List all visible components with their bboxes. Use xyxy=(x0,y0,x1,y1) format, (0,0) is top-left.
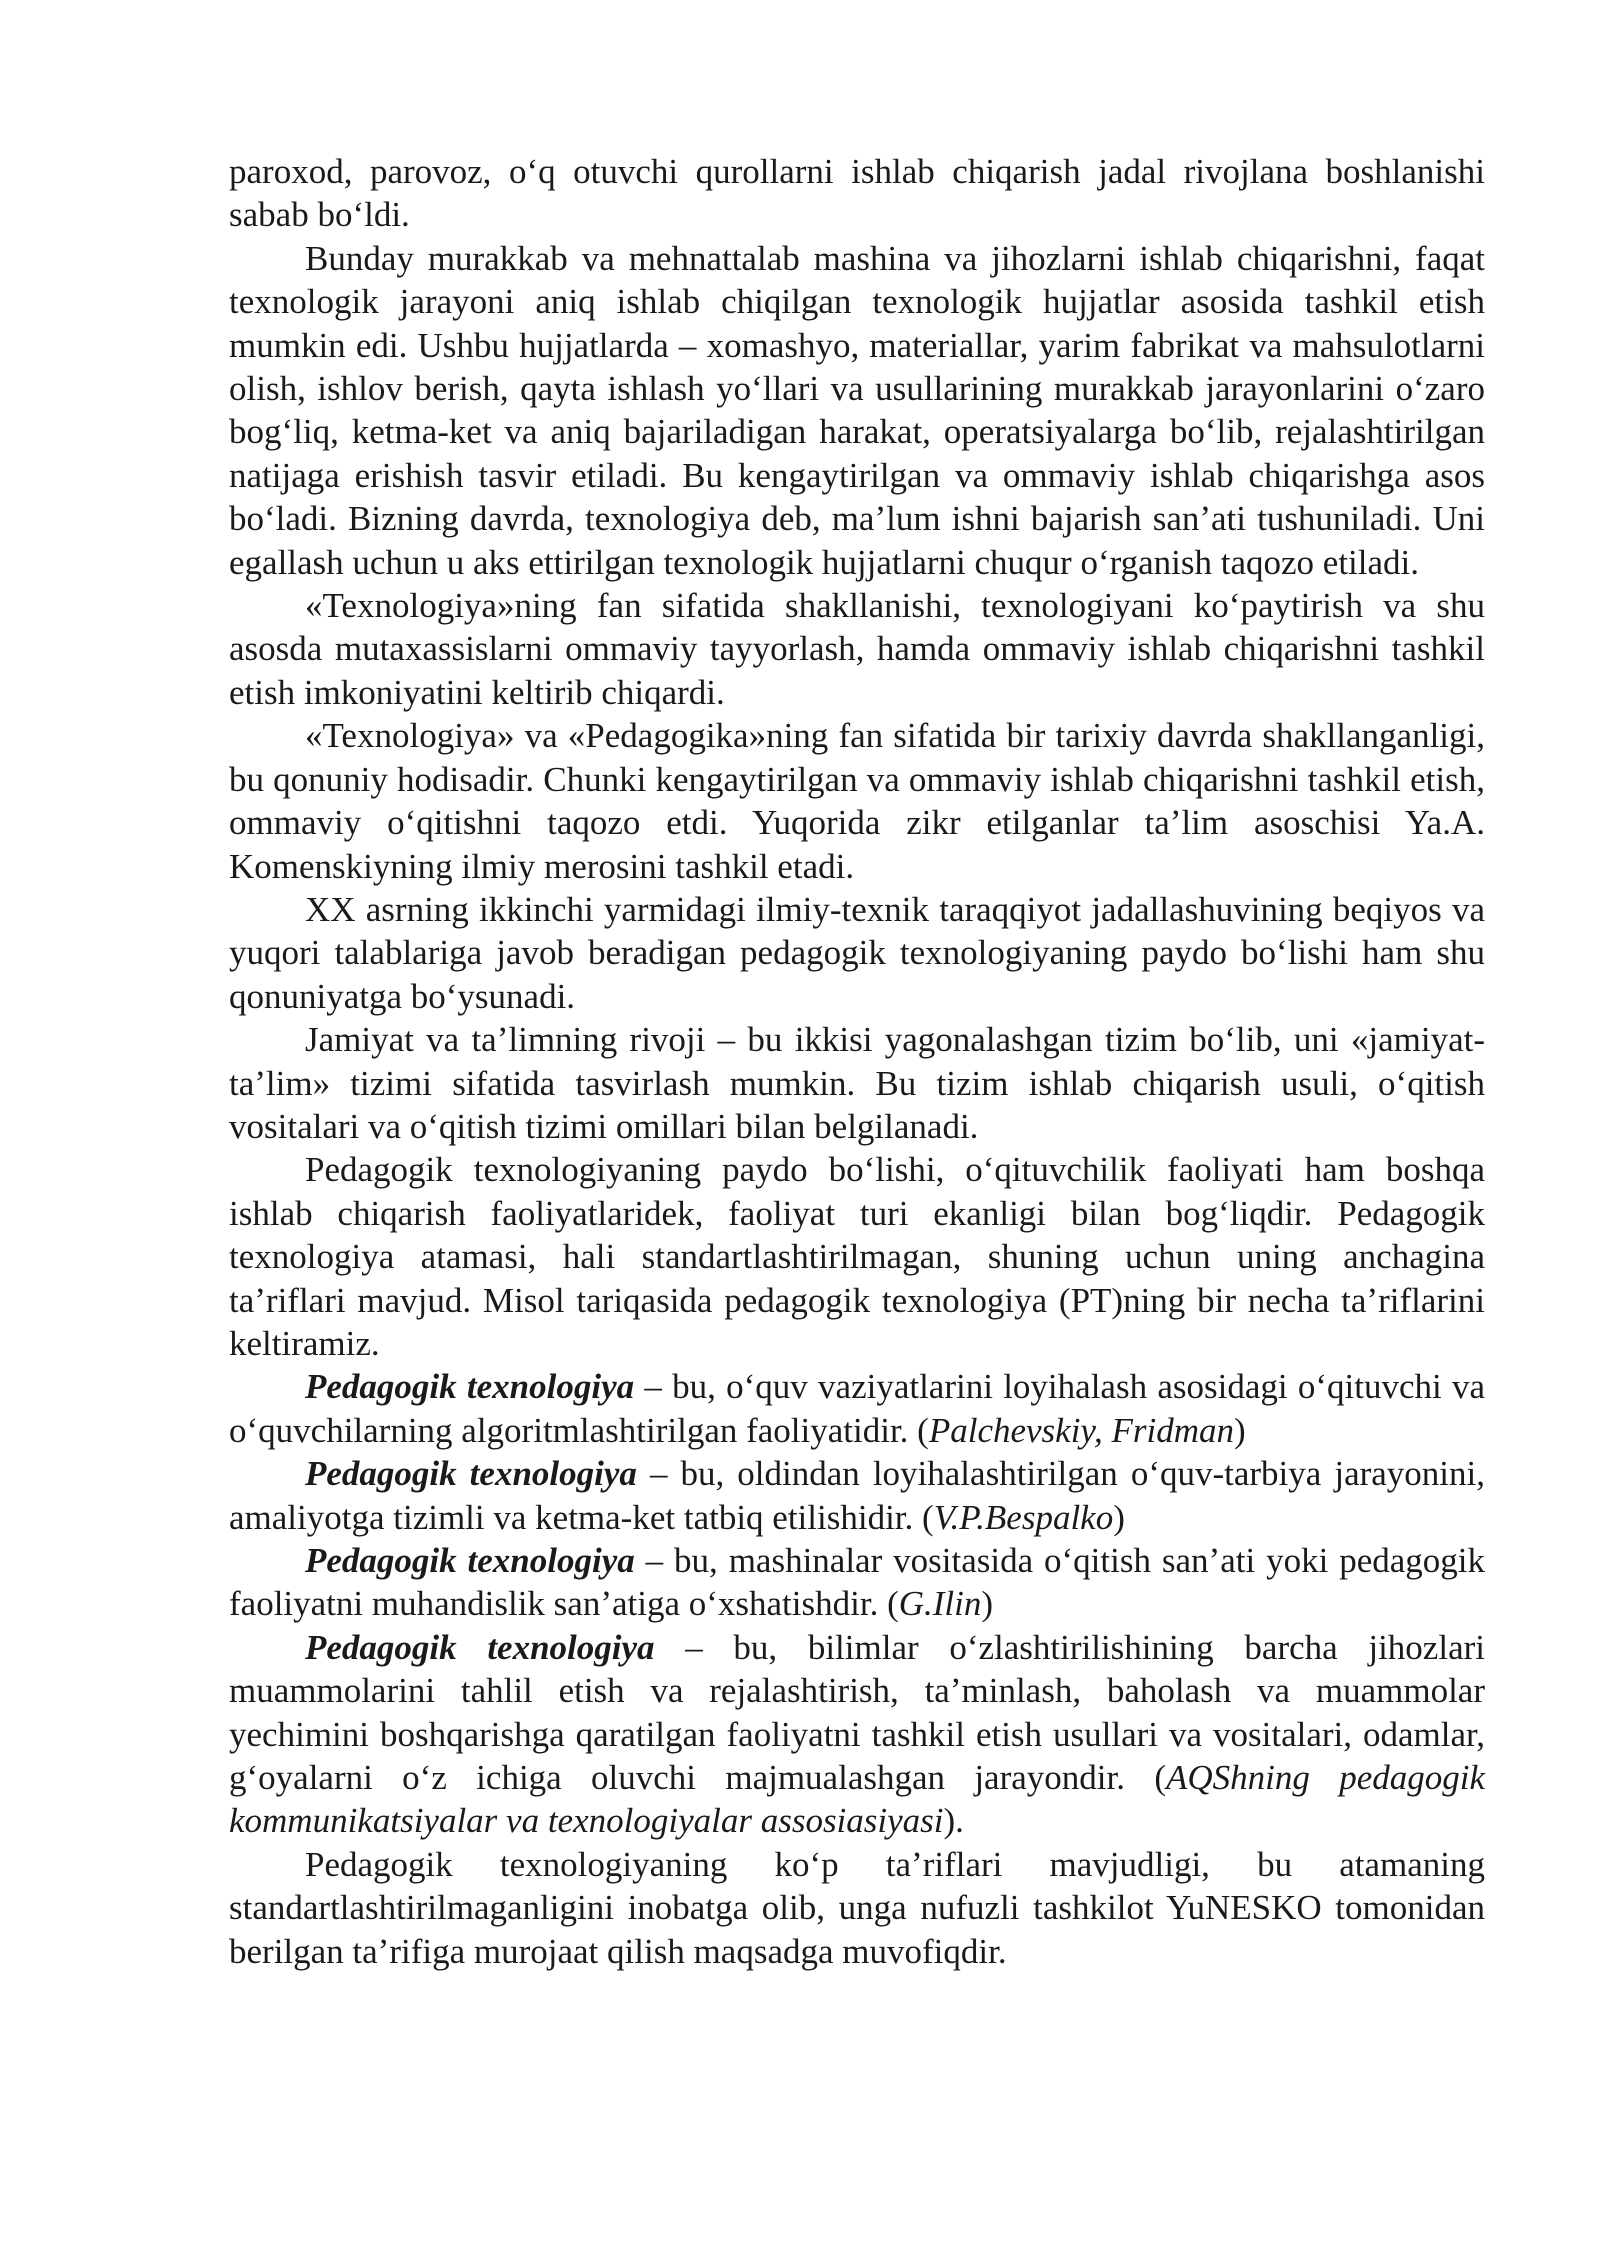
definition-end: ) xyxy=(1234,1410,1246,1450)
definition-term: Pedagogik texnologiya xyxy=(305,1627,655,1667)
paragraph-technology-as-science: «Texnologiya»ning fan sifatida shakllanishi, texnologiyani koʻpaytirish va shu asosda mutaxassislarni ommaviy tayyorlash, hamda ommaviy ishlab chiqarishni tashkil etish imkoniyatini keltirib chiqardi. xyxy=(229,586,1485,712)
paragraph-twentieth-century: XX asrning ikkinchi yarmidagi ilmiy-texnik taraqqiyot jadallashuvining beqiyos va yuqori talablariga javob beradigan pedagogik texnologiyaning paydo boʻlishi ham shu qonuniyatga boʻysunadi. xyxy=(229,889,1485,1016)
definition-term: Pedagogik texnologiya xyxy=(305,1541,635,1580)
definition-author: AQShning pedagogik kommunikatsiyalar va texnologiyalar assosiasiyasi xyxy=(229,1758,1485,1841)
paragraph-pedagogical-technology-origin: Pedagogik texnologiyaning paydo boʻlishi, oʻqituvchilik faoliyati ham boshqa ishlab chiqarish faoliyatlaridek, faoliyat turi ekanligi bilan bogʻliqdir. Pedagogik texnologiya atamasi, hali standartlashtirilmagan, shuning uchun uning anchagina taʼriflari mavjud. Misol tariqasida pedagogik texnologiya (PT)ning bir necha taʼriflarini keltiramiz. xyxy=(229,1150,1485,1363)
paragraph-intro: paroxod, parovoz, oʻq otuvchi qurollarni ishlab chiqarish jadal rivojlana boshlanishi sabab boʻldi. xyxy=(229,152,1485,235)
definition-author: V.P.Bespalko xyxy=(933,1497,1114,1537)
definition-author: Palchevskiy, Fridman xyxy=(928,1410,1235,1450)
definition-2 xyxy=(229,1452,1485,1539)
definition-term: Pedagogik texnologiya xyxy=(305,1454,637,1494)
definition-end: ) xyxy=(1113,1497,1125,1537)
definition-4 xyxy=(229,1626,1485,1843)
paragraph-society-education: Jamiyat va taʼlimning rivoji – bu ikkisi yagonalashgan tizim boʻlib, uni «jamiyat-taʼlim» tizimi sifatida tasvirlash mumkin. Bu tizim ishlab chiqarish usuli, oʻqitish vositalari va oʻqitish tizimi omillari bilan belgilanadi. xyxy=(229,1020,1485,1146)
definition-body: – bu, oʻquv vaziyatlarini loyihalash asosidagi oʻqituvchi va oʻquvchilarning algoritmlashtirilgan faoliyatidir. ( xyxy=(229,1367,1485,1450)
definition-author: G.Ilin xyxy=(898,1584,982,1624)
definition-body: – bu, oldindan loyihalashtirilgan oʻquv-tarbiya jarayonini, amaliyotga tizimli va ketma-ket tatbiq etilishidir. ( xyxy=(229,1454,1485,1537)
definition-end: ) xyxy=(981,1584,994,1624)
definition-3 xyxy=(229,1539,1485,1626)
definition-1 xyxy=(229,1365,1485,1452)
document-page xyxy=(229,150,1485,1973)
definition-body: – bu, mashinalar vositasida oʻqitish sanʼati yoki pedagogik faoliyatni muhandislik sanʼatiga oʻxshatishdir. ( xyxy=(229,1541,1485,1624)
definition-term: Pedagogik texnologiya xyxy=(305,1367,635,1407)
paragraph-technology-and-pedagogy: «Texnologiya» va «Pedagogika»ning fan sifatida bir tarixiy davrda shakllanganligi, bu qonuniy hodisadir. Chunki kengaytirilgan va ommaviy ishlab chiqarishni tashkil etish, ommaviy oʻqitishni taqozo etdi. Yuqorida zikr etilganlar taʼlim asoschisi Ya.A. Komenskiyning ilmiy merosini tashkil etadi. xyxy=(229,716,1485,886)
paragraph-closing: Pedagogik texnologiyaning koʻp taʼriflari mavjudligi, bu atamaning standartlashtirilmaganligini inobatga olib, unga nufuzli tashkilot YuNESKO tomonidan berilgan taʼrifiga murojaat qilish maqsadga muvofiqdir. xyxy=(229,1844,1485,1971)
definition-end: ). xyxy=(943,1801,964,1841)
definition-body: – bu, bilimlar oʻzlashtirilishining barcha jihozlari muammolarini tahlil etish va rejalashtirish, taʼminlash, baholash va muammolar yechimini boshqarishga qaratilgan faoliyatni tashkil etish usullari va vositalari, odamlar, gʻoyalarni oʻz ichiga oluvchi majmualashgan jarayondir. ( xyxy=(229,1627,1485,1798)
paragraph-technological-documents: Bunday murakkab va mehnattalab mashina va jihozlarni ishlab chiqarishni, faqat texnologik jarayoni aniq ishlab chiqilgan texnologik hujjatlar asosida tashkil etish mumkin edi. Ushbu hujjatlarda – xomashyo, materiallar, yarim fabrikat va mahsulotlarni olish, ishlov berish, qayta ishlash yoʻllari va usullarining murakkab jarayonlarini oʻzaro bogʻliq, ketma-ket va aniq bajariladigan harakat, operatsiyalarga boʻlib, rejalashtirilgan natijaga erishish tasvir etiladi. Bu kengaytirilgan va ommaviy ishlab chiqarishga asos boʻladi. Bizning davrda, texnologiya deb, maʼlum ishni bajarish sanʼati tushuniladi. Uni egallash uchun u aks ettirilgan texnologik hujjatlarni chuqur oʻrganish taqozo etiladi. xyxy=(229,238,1485,582)
